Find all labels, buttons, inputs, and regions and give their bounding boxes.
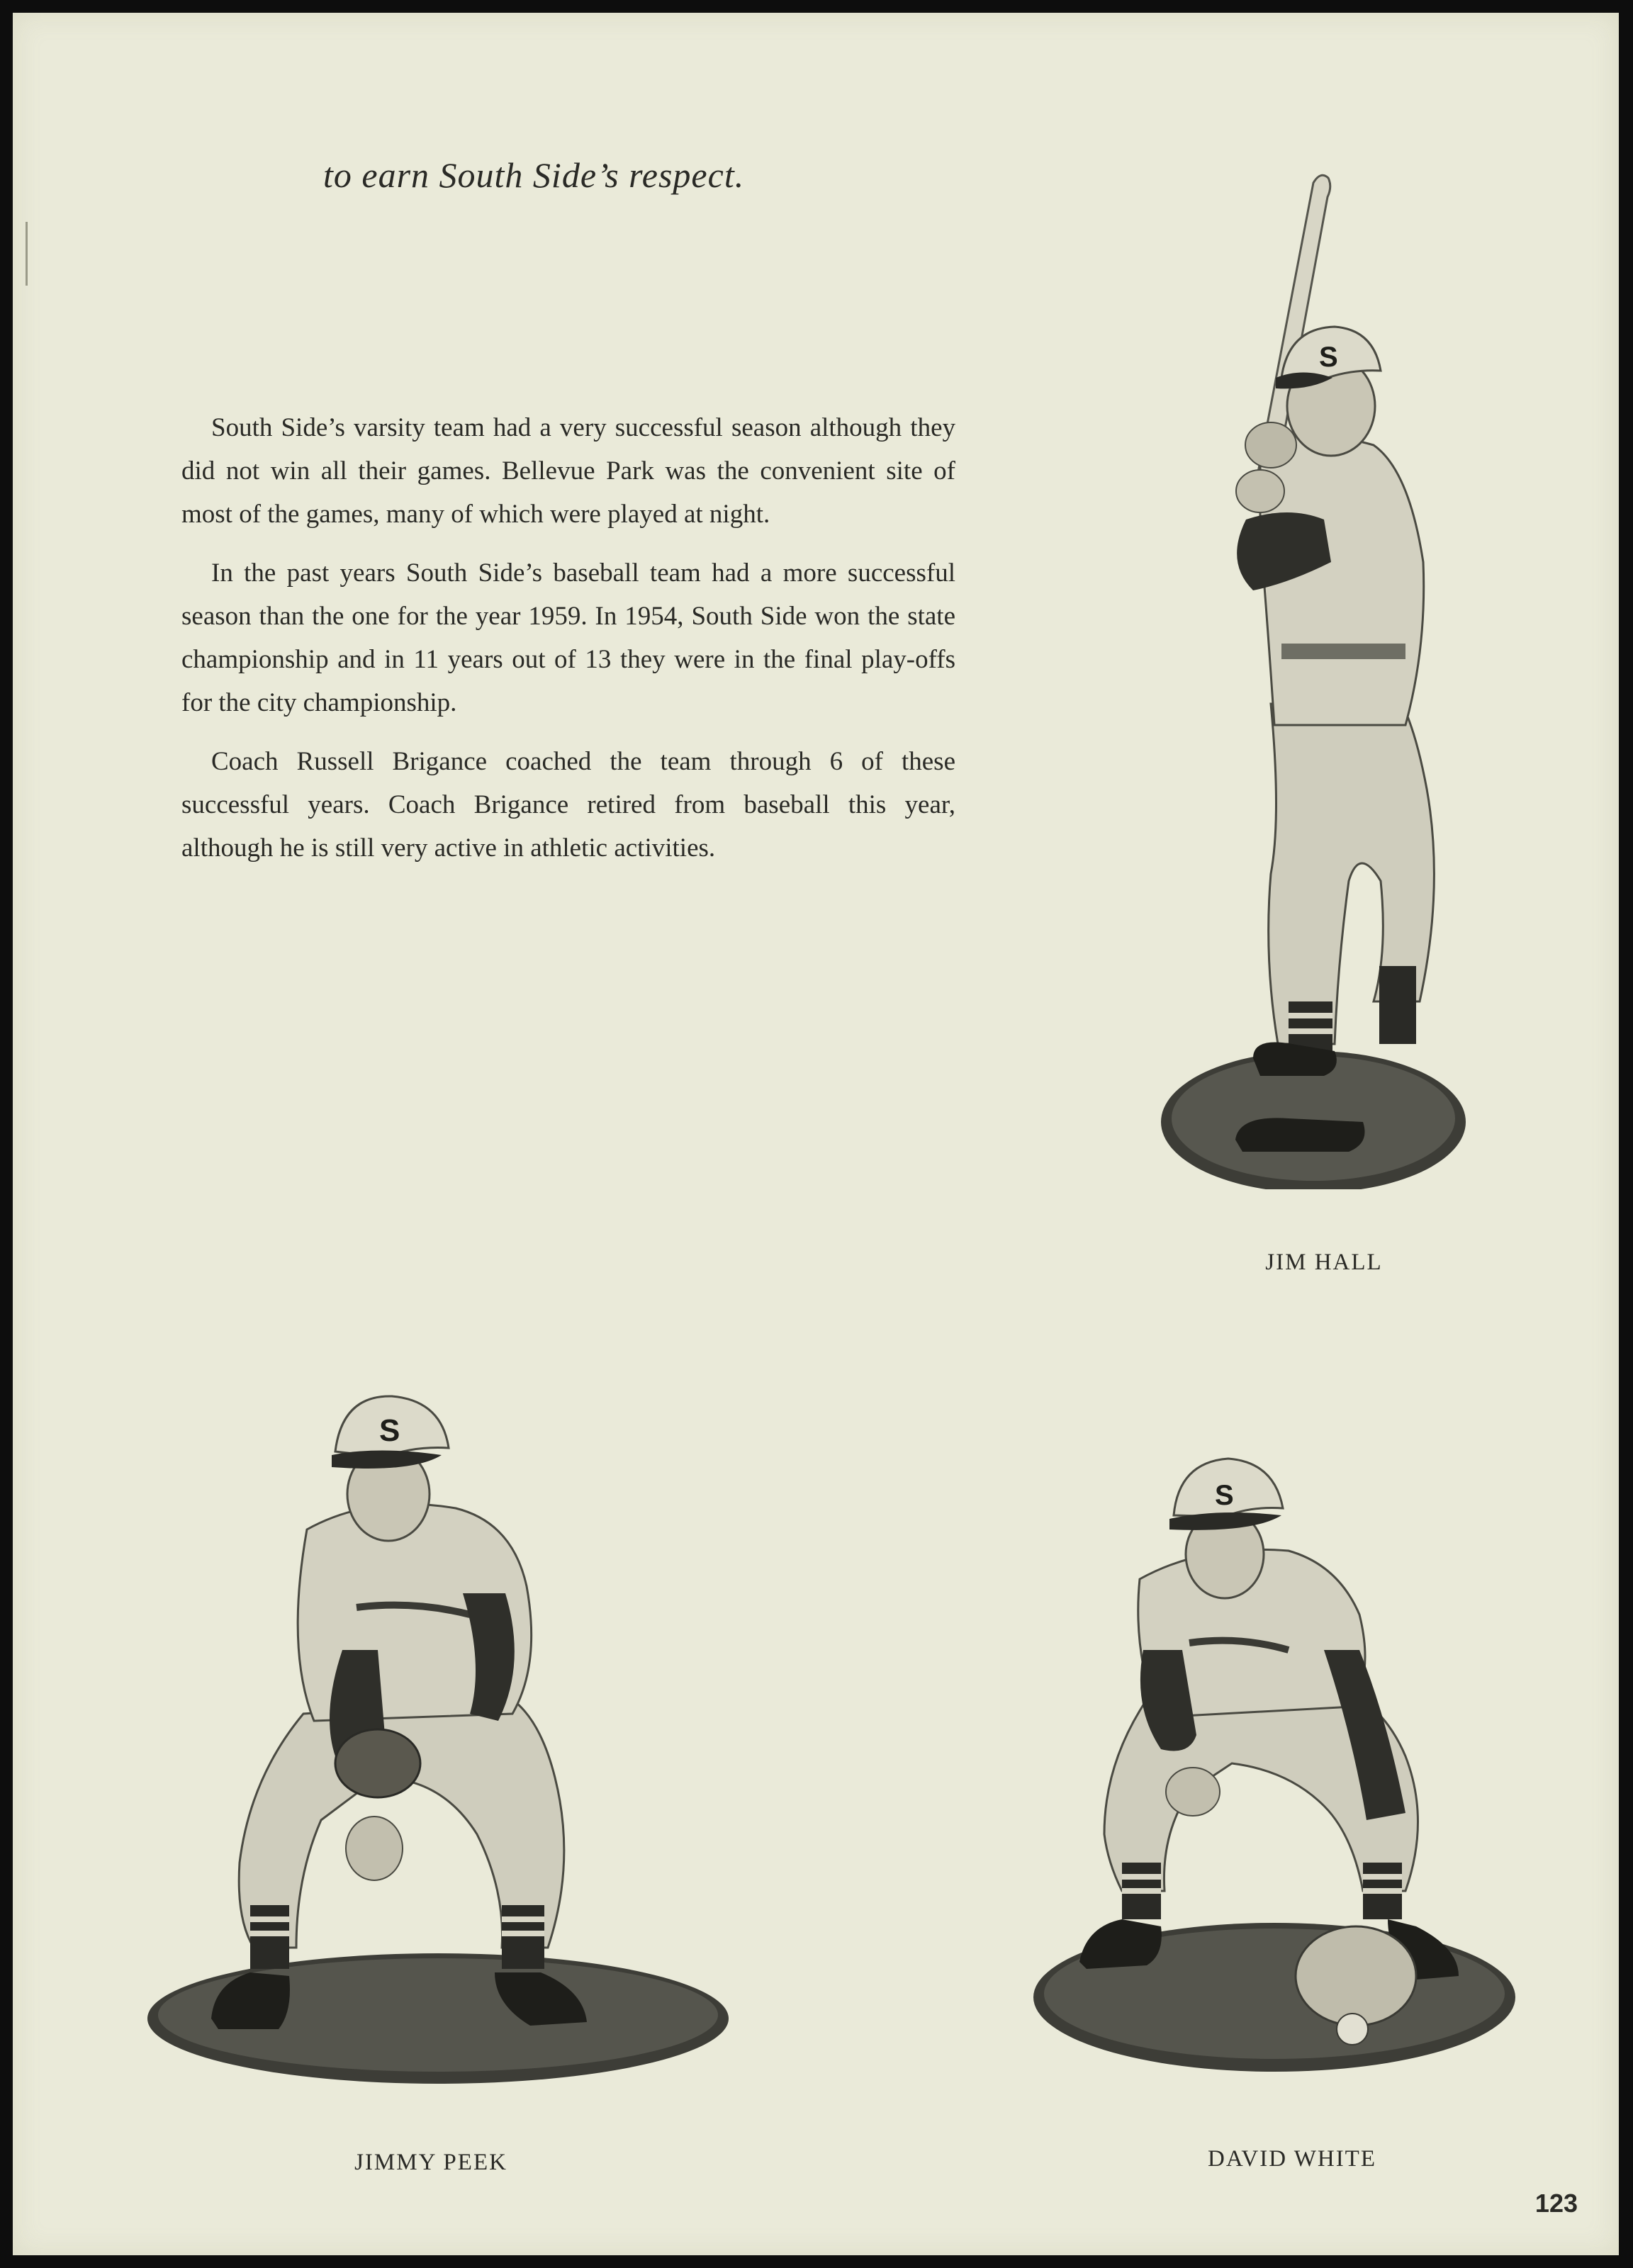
page-number: 123 xyxy=(1534,2189,1578,2218)
cap-letter-3: S xyxy=(1215,1480,1234,1511)
caption-david-white: DAVID WHITE xyxy=(1208,2146,1376,2172)
margin-mark xyxy=(26,222,28,286)
photo-jim-hall xyxy=(1147,165,1480,1189)
photo-jimmy-peek xyxy=(144,1381,732,2089)
yearbook-page xyxy=(13,13,1619,2255)
batter-illustration xyxy=(1147,165,1480,1189)
caption-jim-hall: JIM HALL xyxy=(1265,1250,1383,1275)
cap-letter-2: S xyxy=(379,1413,400,1448)
paragraph-3: Coach Russell Brigance coached the team through 6 of these successful years. Coach Brigance retired from baseball this year, although he is still very active in athletic activities. xyxy=(181,747,955,863)
infielder-illustration-1 xyxy=(144,1381,732,2089)
infielder-illustration-2 xyxy=(1019,1437,1530,2082)
paragraph-1: South Side’s varsity team had a very successful season although they did not win all their games. Bellevue Park was the convenient site of most of the games, many of which were played at night. xyxy=(181,413,955,529)
page-heading: to earn South Side’s respect. xyxy=(323,155,745,195)
article-body xyxy=(181,406,955,885)
caption-jimmy-peek: JIMMY PEEK xyxy=(354,2150,507,2175)
cap-letter-1: S xyxy=(1319,342,1338,373)
photo-david-white xyxy=(1019,1437,1530,2082)
paragraph-2: In the past years South Side’s baseball team had a more successful season than the one for the year 1959. In 1954, South Side won the state championship and in 11 years out of 13 they were in the final play-offs for the city championship. xyxy=(181,558,955,717)
